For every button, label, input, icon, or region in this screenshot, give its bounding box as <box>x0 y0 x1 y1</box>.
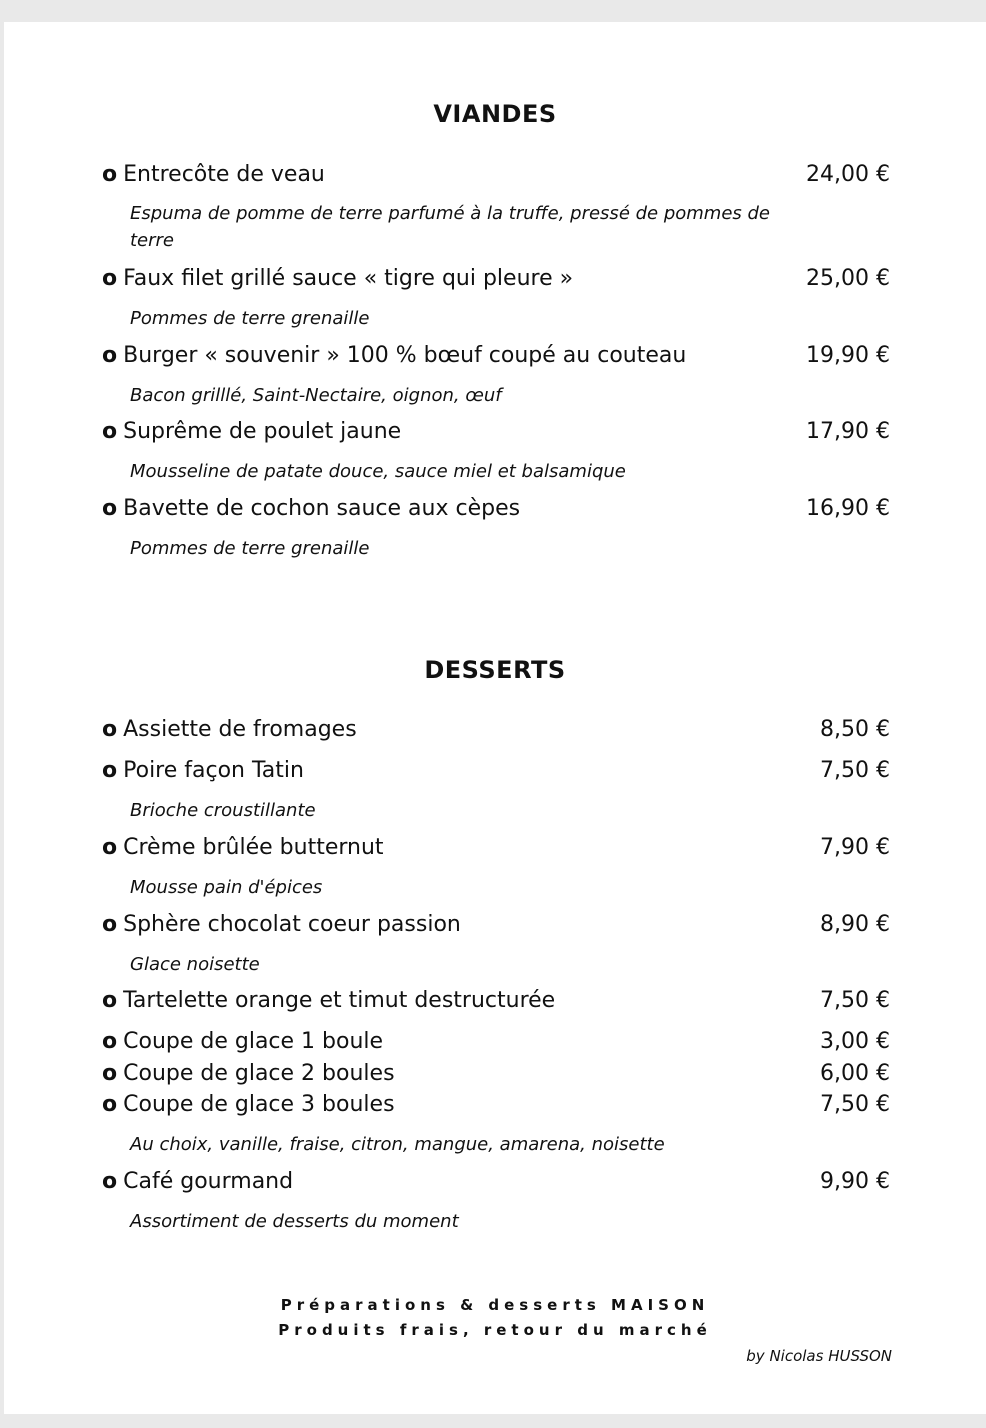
bullet-icon: o <box>102 419 118 444</box>
menu-item-label: Burger « souvenir » 100 % bœuf coupé au couteau <box>123 343 687 368</box>
bullet-icon: o <box>102 835 118 860</box>
menu-item-label: Tartelette orange et timut destructurée <box>123 988 556 1013</box>
section-title-viandes: VIANDES <box>433 100 557 128</box>
bullet-icon: o <box>102 1029 118 1054</box>
menu-item-label: Poire façon Tatin <box>123 758 304 783</box>
bullet-icon: o <box>102 912 118 937</box>
menu-item-label: Bavette de cochon sauce aux cèpes <box>123 496 521 521</box>
menu-item-name <box>102 1061 395 1086</box>
menu-item-name <box>102 162 325 187</box>
menu-item-name <box>102 912 461 937</box>
section-title-desserts: DESSERTS <box>424 656 566 684</box>
menu-item-price: 19,90 € <box>806 343 890 368</box>
footer-tagline-maison: Préparations & desserts MAISON <box>280 1296 710 1314</box>
menu-item-description: Mousseline de patate douce, sauce miel et balsamique <box>130 461 626 482</box>
bullet-icon: o <box>102 1061 118 1086</box>
menu-item-price: 9,90 € <box>820 1169 890 1194</box>
menu-item-label: Entrecôte de veau <box>123 162 325 187</box>
menu-item-name <box>102 343 686 368</box>
author-signature: by Nicolas HUSSON <box>746 1347 892 1365</box>
menu-item-name <box>102 717 357 742</box>
menu-item-label: Coupe de glace 1 boule <box>123 1029 384 1054</box>
menu-item-price: 24,00 € <box>806 162 890 187</box>
menu-item-price: 8,50 € <box>820 717 890 742</box>
menu-item-name <box>102 835 384 860</box>
bullet-icon: o <box>102 266 118 291</box>
menu-item-name <box>102 988 555 1013</box>
menu-item-description: Assortiment de desserts du moment <box>130 1211 459 1232</box>
footer-tagline-produits: Produits frais, retour du marché <box>278 1321 712 1339</box>
menu-item-description: Mousse pain d'épices <box>130 877 323 898</box>
menu-item-description: Pommes de terre grenaille <box>130 538 370 559</box>
menu-item-price: 17,90 € <box>806 419 890 444</box>
bullet-icon: o <box>102 343 118 368</box>
bullet-icon: o <box>102 758 118 783</box>
menu-page <box>4 22 986 1414</box>
menu-item-label: Coupe de glace 3 boules <box>123 1092 395 1117</box>
menu-item-label: Crème brûlée butternut <box>123 835 384 860</box>
bullet-icon: o <box>102 162 118 187</box>
menu-item-name <box>102 1092 395 1117</box>
menu-item-price: 7,90 € <box>820 835 890 860</box>
menu-item-price: 16,90 € <box>806 496 890 521</box>
menu-item-label: Coupe de glace 2 boules <box>123 1061 395 1086</box>
menu-item-name <box>102 758 304 783</box>
menu-item-price: 3,00 € <box>820 1029 890 1054</box>
menu-item-label: Assiette de fromages <box>123 717 357 742</box>
bullet-icon: o <box>102 988 118 1013</box>
menu-item-description: Glace noisette <box>130 954 260 975</box>
menu-item-price: 7,50 € <box>820 758 890 783</box>
menu-item-price: 7,50 € <box>820 1092 890 1117</box>
menu-item-price: 8,90 € <box>820 912 890 937</box>
menu-item-label: Café gourmand <box>123 1169 294 1194</box>
menu-item-price: 6,00 € <box>820 1061 890 1086</box>
menu-item-description: Au choix, vanille, fraise, citron, mangue, amarena, noisette <box>130 1134 665 1155</box>
menu-item-name <box>102 419 401 444</box>
bullet-icon: o <box>102 1092 118 1117</box>
menu-item-name <box>102 266 573 291</box>
menu-item-price: 25,00 € <box>806 266 890 291</box>
bullet-icon: o <box>102 496 118 521</box>
menu-item-label: Faux filet grillé sauce « tigre qui pleure » <box>123 266 574 291</box>
menu-item-description: Pommes de terre grenaille <box>130 308 370 329</box>
bullet-icon: o <box>102 717 118 742</box>
bullet-icon: o <box>102 1169 118 1194</box>
menu-item-description: Espuma de pomme de terre parfumé à la truffe, pressé de pommes de terre <box>130 203 771 251</box>
menu-item-name <box>102 1169 293 1194</box>
menu-item-description: Brioche croustillante <box>130 800 316 821</box>
menu-item-description: Bacon grilllé, Saint-Nectaire, oignon, œuf <box>130 385 502 406</box>
menu-item-label: Suprême de poulet jaune <box>123 419 402 444</box>
menu-item-name <box>102 496 520 521</box>
menu-item-label: Sphère chocolat coeur passion <box>123 912 461 937</box>
menu-item-price: 7,50 € <box>820 988 890 1013</box>
menu-item-name <box>102 1029 383 1054</box>
